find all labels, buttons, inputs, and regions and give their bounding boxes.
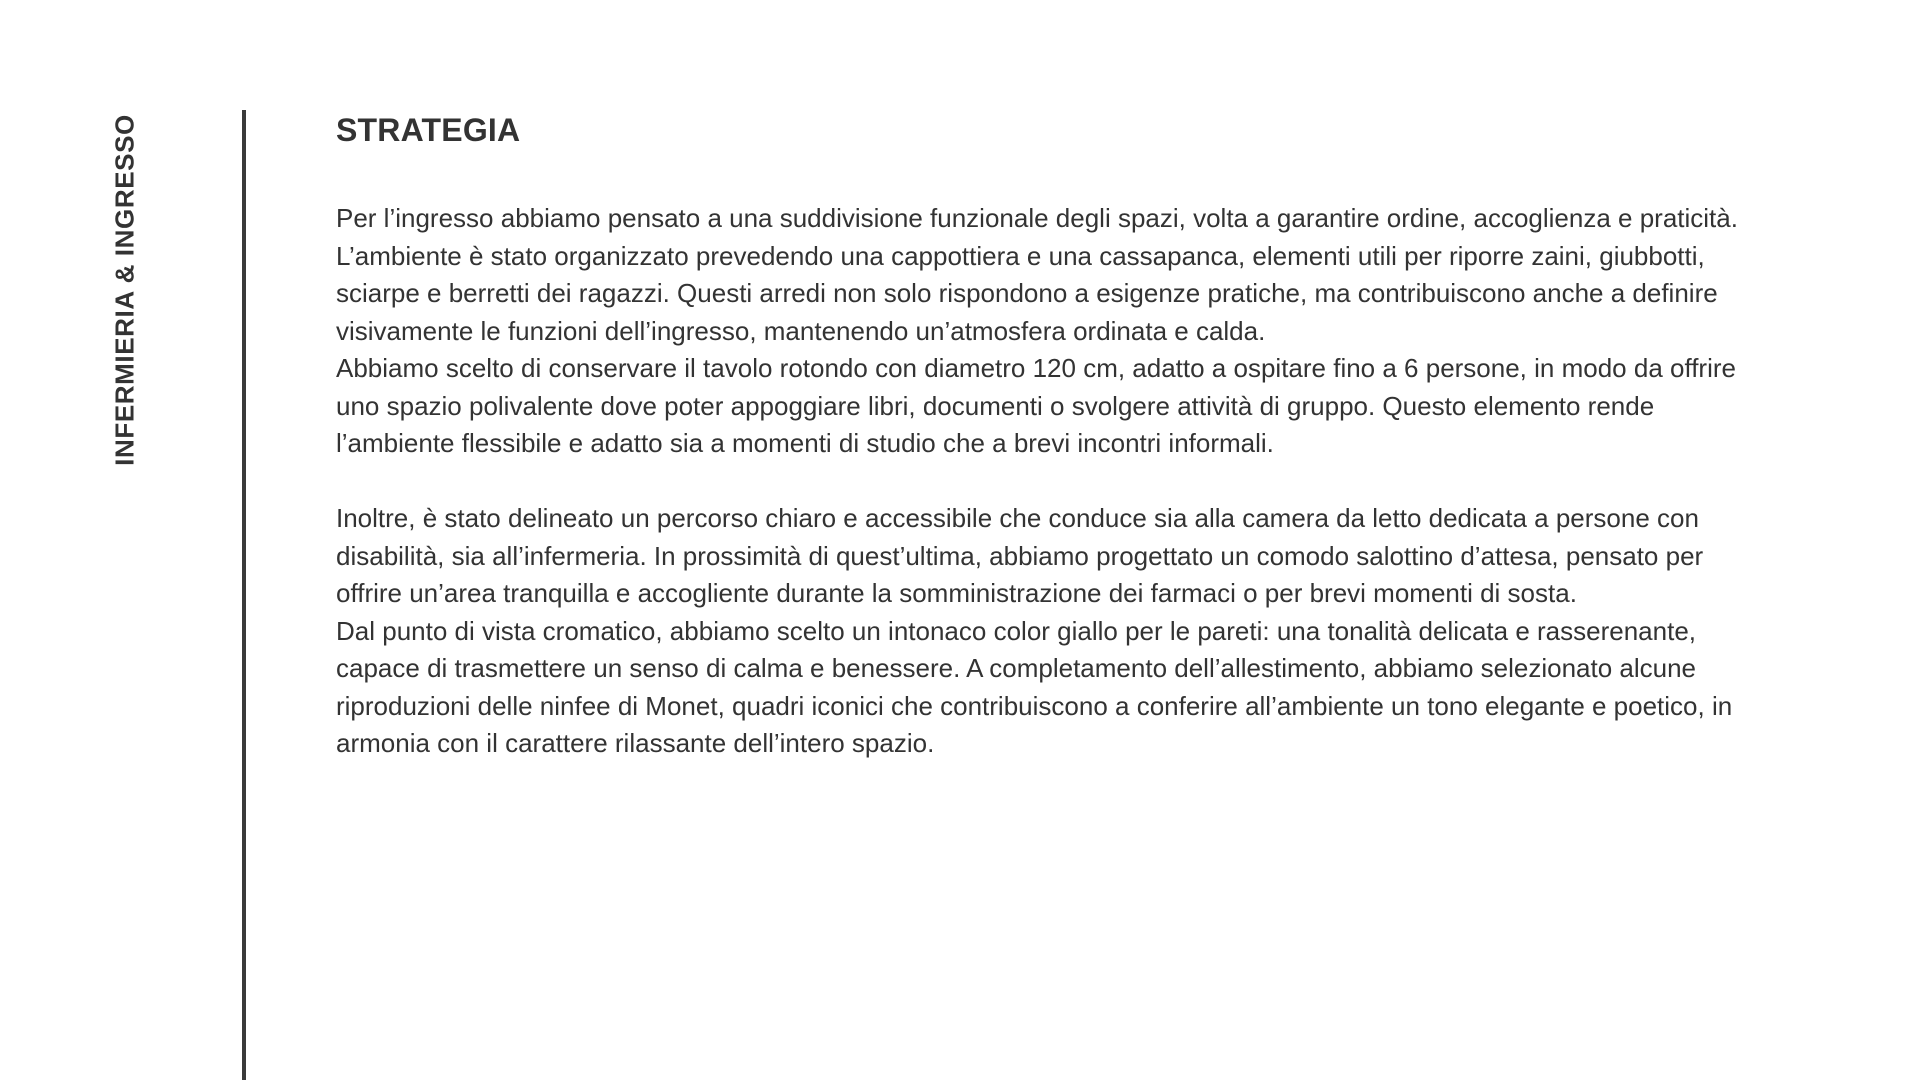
paragraph-percorso: Inoltre, è stato delineato un percorso chiaro e accessibile che conduce sia alla camera da letto dedicata a persone con disabilità, sia all’infermeria. In prossimità di quest’ultima, abbiamo progettato un comodo salottino d’attesa, pensato per offrire un’area tranquilla e accogliente durante la somministrazione dei farmaci o per brevi momenti di sosta.	[336, 503, 1704, 608]
section-label-container	[108, 113, 142, 466]
section-label: INFERMIERIA & INGRESSO	[109, 113, 140, 466]
body-text	[336, 200, 1756, 763]
paragraph-cromatico: Dal punto di vista cromatico, abbiamo scelto un intonaco color giallo per le pareti: una tonalità delicata e rasserenante, capace di trasmettere un senso di calma e benessere. A completamento dell’allestimento, abbiamo selezionato alcune riproduzioni delle ninfee di Monet, quadri iconici che contribuiscono a conferire all’ambiente un tono elegante e poetico, in armonia con il carattere rilassante dell’intero spazio.	[336, 615, 1733, 758]
vertical-divider	[242, 110, 246, 1080]
paragraph-ingresso: Per l’ingresso abbiamo pensato a una suddivisione funzionale degli spazi, volta a garantire ordine, accoglienza e praticità. L’ambiente è stato organizzato prevedendo una cappottiera e una cassapanca, elementi utili per riporre zaini, giubbotti, sciarpe e berretti dei ragazzi. Questi arredi non solo rispondono a esigenze pratiche, ma contribuiscono anche a definire visivamente le funzioni dell’ingresso, mantenendo un’atmosfera ordinata e calda.	[336, 203, 1738, 346]
main-content	[336, 108, 1756, 763]
page-title: STRATEGIA	[336, 112, 521, 148]
paragraph-spacer	[336, 463, 1756, 501]
paragraph-tavolo: Abbiamo scelto di conservare il tavolo rotondo con diametro 120 cm, adatto a ospitare fino a 6 persone, in modo da offrire uno spazio polivalente dove poter appoggiare libri, documenti o svolgere attività di gruppo. Questo elemento rende l’ambiente flessibile e adatto sia a momenti di studio che a brevi incontri informali.	[336, 353, 1736, 458]
